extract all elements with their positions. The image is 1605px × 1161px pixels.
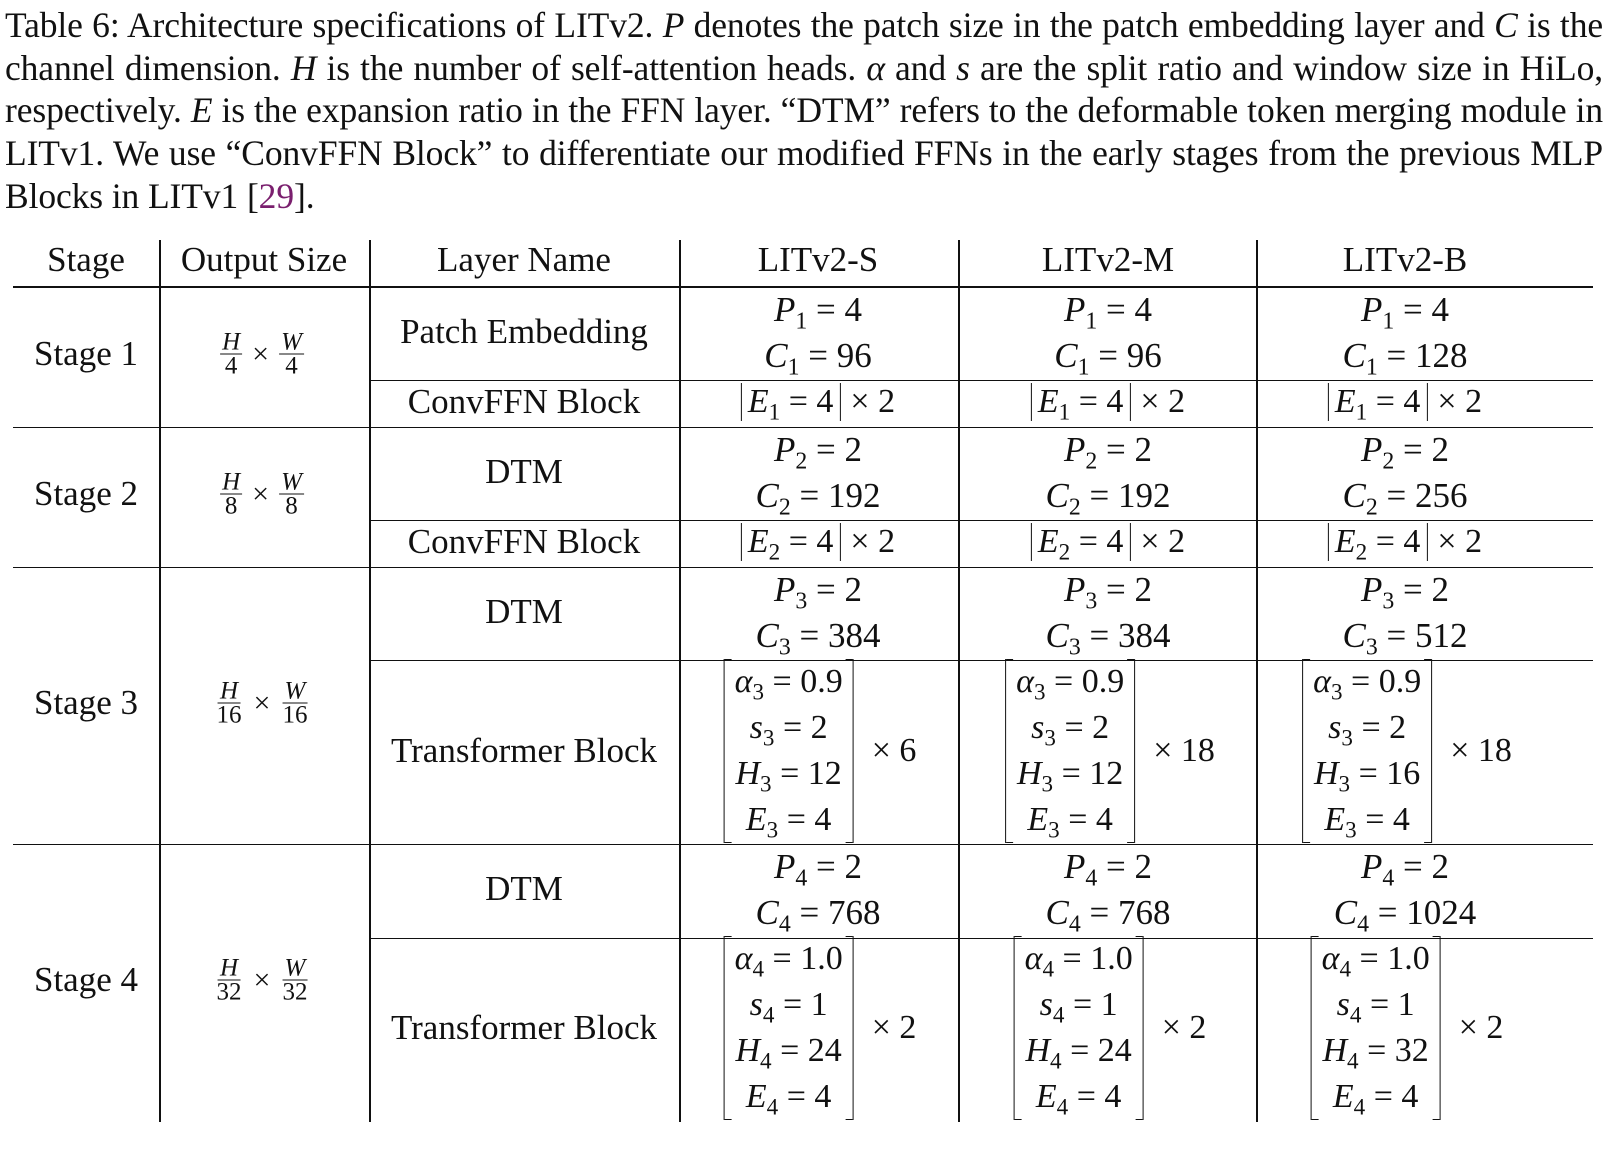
matrix-row: $H_4 = 24$ [1025, 1032, 1132, 1075]
hilo-matrix [724, 659, 854, 843]
column-header: LITv2-B [1342, 240, 1468, 279]
fraction-numerator: H [222, 468, 241, 496]
layer-name: DTM [485, 592, 563, 631]
repeat-value: 2 [1465, 523, 1483, 560]
fraction-numerator: H [220, 677, 239, 705]
expansion-ratio-value: 4 [1106, 383, 1124, 420]
table-caption: Table 6: Architecture specifications of LITv2. P denotes the patch size in the patch embedding layer and C is the channel dimension. H is the number of self-attention heads. α and s are the split ratio and window size in HiLo, respectively. E is the expansion ratio in the FFN layer. “DTM” refers to the deformable token merging module in LITv1. We use “ConvFFN Block” to differentiate our modified FFNs in the early stages from the previous MLP Blocks in LITv1 [29]. [5, 5, 1604, 216]
bracket-vector: $E_2 = 4$ [1031, 523, 1131, 561]
matrix-row: $H_3 = 12$ [735, 755, 842, 798]
fraction-denominator: 16 [282, 701, 308, 729]
expansion-ratio-value: 4 [1106, 523, 1124, 560]
matrix-value: 1.0 [800, 940, 843, 977]
matrix-value: 0.9 [1378, 663, 1422, 700]
patch-size: $P_2 = 2$ [773, 430, 863, 475]
matrix-value: 2 [810, 709, 828, 746]
repeat-value: 2 [878, 383, 896, 420]
output-fraction-w [280, 677, 309, 729]
channel-dim: $C_3 = 384$ [755, 616, 881, 661]
times-sign: × [253, 686, 271, 719]
matrix-value: 2 [1092, 709, 1110, 746]
channel-dim-value: 512 [1415, 616, 1468, 655]
repeat-count [850, 523, 895, 561]
matrix-row: $H_3 = 16$ [1313, 755, 1421, 798]
patch-size: $P_1 = 4$ [1360, 290, 1450, 335]
patch-size-value: 2 [1431, 430, 1450, 469]
channel-dim: $C_1 = 96$ [1054, 336, 1162, 381]
layer-name: DTM [485, 869, 563, 908]
repeat-value: 6 [899, 732, 917, 769]
matrix-value: 4 [1392, 801, 1410, 838]
times-sign: × [1153, 732, 1173, 769]
convffn-spec [1031, 523, 1186, 566]
convffn-spec [1328, 523, 1483, 566]
matrix-row: $H_3 = 12$ [1016, 755, 1124, 798]
bracket-vector: $E_1 = 4$ [741, 383, 841, 421]
matrix-value: 12 [1089, 755, 1124, 792]
patch-size: $P_1 = 4$ [773, 290, 863, 335]
fraction-numerator: W [284, 954, 306, 982]
times-sign: × [1450, 732, 1470, 769]
channel-dim: $C_4 = 1024$ [1333, 893, 1477, 938]
column-divider [369, 240, 371, 1122]
output-fraction-h [215, 954, 244, 1006]
fraction-denominator: 16 [216, 701, 242, 729]
matrix-value: 0.9 [800, 663, 843, 700]
times-sign: × [253, 963, 271, 996]
fraction-numerator: H [220, 954, 239, 982]
times-sign: × [1458, 1009, 1478, 1046]
repeat-value: 18 [1477, 732, 1512, 769]
layer-name: DTM [485, 452, 563, 491]
matrix-value: 1.0 [1387, 940, 1430, 977]
output-fraction-h [220, 328, 242, 380]
output-fraction-w [280, 954, 309, 1006]
matrix-row: $H_4 = 32$ [1322, 1032, 1429, 1075]
output-fraction-w [279, 468, 304, 520]
patch-size: $P_4 = 2$ [1063, 847, 1153, 892]
times-sign: × [871, 1009, 891, 1046]
layer-name: ConvFFN Block [407, 522, 641, 561]
bracket-vector: $E_2 = 4$ [741, 523, 841, 561]
times-sign: × [850, 383, 870, 420]
output-size [220, 328, 304, 380]
times-sign: × [1437, 523, 1457, 560]
repeat-count [1459, 1009, 1504, 1047]
output-size [215, 954, 310, 1006]
layer-name: Transformer Block [390, 1008, 658, 1047]
convffn-spec [1031, 383, 1186, 426]
matrix-row: $E_4 = 4$ [1332, 1078, 1419, 1121]
matrix-row: $s_3 = 2$ [1328, 709, 1407, 752]
channel-dim-value: 256 [1415, 476, 1468, 515]
matrix-row: $E_4 = 4$ [1035, 1078, 1122, 1121]
table-rule [13, 567, 1593, 568]
fraction-numerator: H [222, 328, 241, 356]
transformer-spec [1311, 936, 1504, 1120]
channel-dim-value: 128 [1415, 336, 1468, 375]
transformer-spec [724, 936, 917, 1120]
repeat-count [872, 1009, 917, 1047]
fraction-denominator: 4 [224, 352, 238, 380]
repeat-value: 2 [1189, 1009, 1207, 1046]
repeat-value: 2 [1168, 523, 1186, 560]
repeat-count [1437, 523, 1482, 561]
matrix-row: $s_4 = 1$ [749, 986, 828, 1029]
output-fraction-h [220, 468, 242, 520]
matrix-row: $\alpha_4 = 1.0$ [1321, 940, 1430, 983]
matrix-value: 4 [814, 801, 832, 838]
matrix-value: 24 [807, 1032, 842, 1069]
output-size [220, 468, 304, 520]
stage-label: Stage 1 [33, 334, 139, 373]
hilo-matrix [1302, 659, 1432, 843]
expansion-ratio-value: 4 [1403, 523, 1421, 560]
column-header: Output Size [180, 240, 348, 279]
patch-size-value: 2 [844, 430, 863, 469]
times-sign: × [1437, 383, 1457, 420]
patch-size-value: 2 [1134, 847, 1153, 886]
matrix-row: $\alpha_4 = 1.0$ [734, 940, 843, 983]
matrix-value: 24 [1097, 1032, 1132, 1069]
times-sign: × [1140, 383, 1160, 420]
matrix-row: $E_3 = 4$ [745, 801, 832, 844]
fraction-denominator: 4 [285, 352, 298, 380]
matrix-row: $\alpha_4 = 1.0$ [1024, 940, 1133, 983]
column-header: LITv2-M [1041, 240, 1175, 279]
repeat-count [872, 732, 917, 770]
matrix-value: 1 [810, 986, 828, 1023]
patch-size-value: 2 [1431, 570, 1450, 609]
column-divider [958, 240, 960, 1122]
channel-dim: $C_3 = 384$ [1045, 616, 1171, 661]
hilo-matrix [1311, 936, 1441, 1120]
fraction-numerator: W [281, 468, 302, 496]
transformer-spec [1005, 659, 1215, 843]
channel-dim: $C_4 = 768$ [1045, 893, 1171, 938]
layer-name: Patch Embedding [400, 312, 648, 351]
channel-dim-value: 192 [828, 476, 881, 515]
repeat-value: 2 [878, 523, 896, 560]
channel-dim-value: 384 [828, 616, 881, 655]
fraction-denominator: 8 [224, 492, 238, 520]
fraction-numerator: W [284, 677, 306, 705]
patch-size: $P_3 = 2$ [1063, 570, 1153, 615]
channel-dim: $C_4 = 768$ [755, 893, 881, 938]
patch-size-value: 2 [844, 570, 863, 609]
matrix-row: $\alpha_3 = 0.9$ [734, 663, 843, 706]
patch-size: $P_3 = 2$ [1360, 570, 1450, 615]
channel-dim-value: 768 [1118, 893, 1171, 932]
repeat-count [1140, 523, 1185, 561]
stage-label: Stage 2 [33, 474, 139, 513]
channel-dim-value: 384 [1118, 616, 1171, 655]
output-fraction-h [215, 677, 244, 729]
channel-dim: $C_2 = 192$ [1045, 476, 1171, 521]
channel-dim-value: 1024 [1406, 893, 1477, 932]
times-sign: × [252, 337, 270, 370]
table-rule [370, 520, 1593, 521]
channel-dim: $C_2 = 192$ [755, 476, 881, 521]
repeat-count [850, 383, 895, 421]
table-rule [13, 286, 1593, 288]
matrix-value: 4 [1104, 1078, 1122, 1115]
matrix-row: $s_3 = 2$ [1031, 709, 1110, 752]
expansion-ratio-value: 4 [816, 523, 834, 560]
patch-size-value: 2 [1431, 847, 1450, 886]
column-divider [1256, 240, 1258, 1122]
stage-label: Stage 3 [33, 683, 139, 722]
table-rule [13, 427, 1593, 428]
hilo-matrix [1014, 936, 1144, 1120]
patch-size: $P_3 = 2$ [773, 570, 863, 615]
matrix-value: 32 [1394, 1032, 1429, 1069]
output-size [215, 677, 310, 729]
times-sign: × [1161, 1009, 1181, 1046]
column-header: Stage [47, 240, 125, 279]
matrix-value: 1.0 [1090, 940, 1133, 977]
matrix-value: 12 [807, 755, 842, 792]
patch-size: $P_4 = 2$ [1360, 847, 1450, 892]
patch-size-value: 2 [1134, 430, 1153, 469]
matrix-value: 2 [1389, 709, 1407, 746]
hilo-matrix [724, 936, 854, 1120]
convffn-spec [1328, 383, 1483, 426]
matrix-row: $s_4 = 1$ [1039, 986, 1118, 1029]
repeat-count [1140, 383, 1185, 421]
matrix-row: $\alpha_3 = 0.9$ [1313, 663, 1422, 706]
matrix-value: 4 [814, 1078, 832, 1115]
patch-size: $P_1 = 4$ [1063, 290, 1153, 335]
repeat-count [1450, 732, 1512, 770]
times-sign: × [1140, 523, 1160, 560]
times-sign: × [871, 732, 891, 769]
citation-link[interactable]: 29 [258, 175, 294, 216]
column-header: Layer Name [437, 240, 611, 279]
matrix-value: 4 [1401, 1078, 1419, 1115]
column-header: LITv2-S [757, 240, 879, 279]
repeat-count [1162, 1009, 1207, 1047]
channel-dim-value: 96 [836, 336, 872, 375]
expansion-ratio-value: 4 [1403, 383, 1421, 420]
convffn-spec [741, 383, 896, 426]
transformer-spec [724, 659, 917, 843]
layer-name: ConvFFN Block [407, 382, 641, 421]
channel-dim: $C_2 = 256$ [1342, 476, 1468, 521]
expansion-ratio-value: 4 [816, 383, 834, 420]
fraction-denominator: 32 [282, 978, 308, 1006]
channel-dim-value: 96 [1126, 336, 1162, 375]
column-divider [679, 240, 681, 1122]
repeat-value: 2 [1168, 383, 1186, 420]
patch-size-value: 4 [844, 290, 863, 329]
repeat-value: 2 [1486, 1009, 1504, 1046]
transformer-spec [1302, 659, 1512, 843]
bracket-vector: $E_1 = 4$ [1328, 383, 1428, 421]
patch-size-value: 4 [1431, 290, 1450, 329]
matrix-row: $H_4 = 24$ [735, 1032, 842, 1075]
times-sign: × [850, 523, 870, 560]
matrix-row: $s_3 = 2$ [749, 709, 828, 752]
channel-dim-value: 192 [1118, 476, 1171, 515]
patch-size-value: 2 [844, 847, 863, 886]
fraction-denominator: 32 [216, 978, 242, 1006]
repeat-count [1153, 732, 1215, 770]
column-divider [159, 240, 161, 1122]
matrix-value: 4 [1095, 801, 1113, 838]
matrix-value: 16 [1386, 755, 1421, 792]
channel-dim: $C_1 = 96$ [764, 336, 872, 381]
times-sign: × [252, 477, 270, 510]
table-rule [13, 844, 1593, 845]
matrix-value: 1 [1397, 986, 1415, 1023]
fraction-denominator: 8 [285, 492, 298, 520]
patch-size-value: 2 [1134, 570, 1153, 609]
patch-size-value: 4 [1134, 290, 1153, 329]
matrix-value: 0.9 [1081, 663, 1125, 700]
matrix-row: $\alpha_3 = 0.9$ [1016, 663, 1125, 706]
convffn-spec [741, 523, 896, 566]
bracket-vector: $E_1 = 4$ [1031, 383, 1131, 421]
repeat-count [1437, 383, 1482, 421]
hilo-matrix [1005, 659, 1135, 843]
channel-dim-value: 768 [828, 893, 881, 932]
matrix-row: $E_3 = 4$ [1324, 801, 1410, 844]
repeat-value: 2 [899, 1009, 917, 1046]
repeat-value: 2 [1465, 383, 1483, 420]
fraction-numerator: W [281, 328, 302, 356]
patch-size: $P_2 = 2$ [1360, 430, 1450, 475]
patch-size: $P_4 = 2$ [773, 847, 863, 892]
stage-label: Stage 4 [33, 960, 139, 999]
matrix-row: $E_4 = 4$ [745, 1078, 832, 1121]
layer-name: Transformer Block [390, 731, 658, 770]
repeat-value: 18 [1180, 732, 1215, 769]
matrix-row: $s_4 = 1$ [1336, 986, 1415, 1029]
transformer-spec [1014, 936, 1207, 1120]
matrix-row: $E_3 = 4$ [1027, 801, 1113, 844]
bracket-vector: $E_2 = 4$ [1328, 523, 1428, 561]
channel-dim: $C_1 = 128$ [1342, 336, 1468, 381]
channel-dim: $C_3 = 512$ [1342, 616, 1468, 661]
table-rule [370, 380, 1593, 381]
patch-size: $P_2 = 2$ [1063, 430, 1153, 475]
output-fraction-w [279, 328, 304, 380]
matrix-value: 1 [1100, 986, 1118, 1023]
